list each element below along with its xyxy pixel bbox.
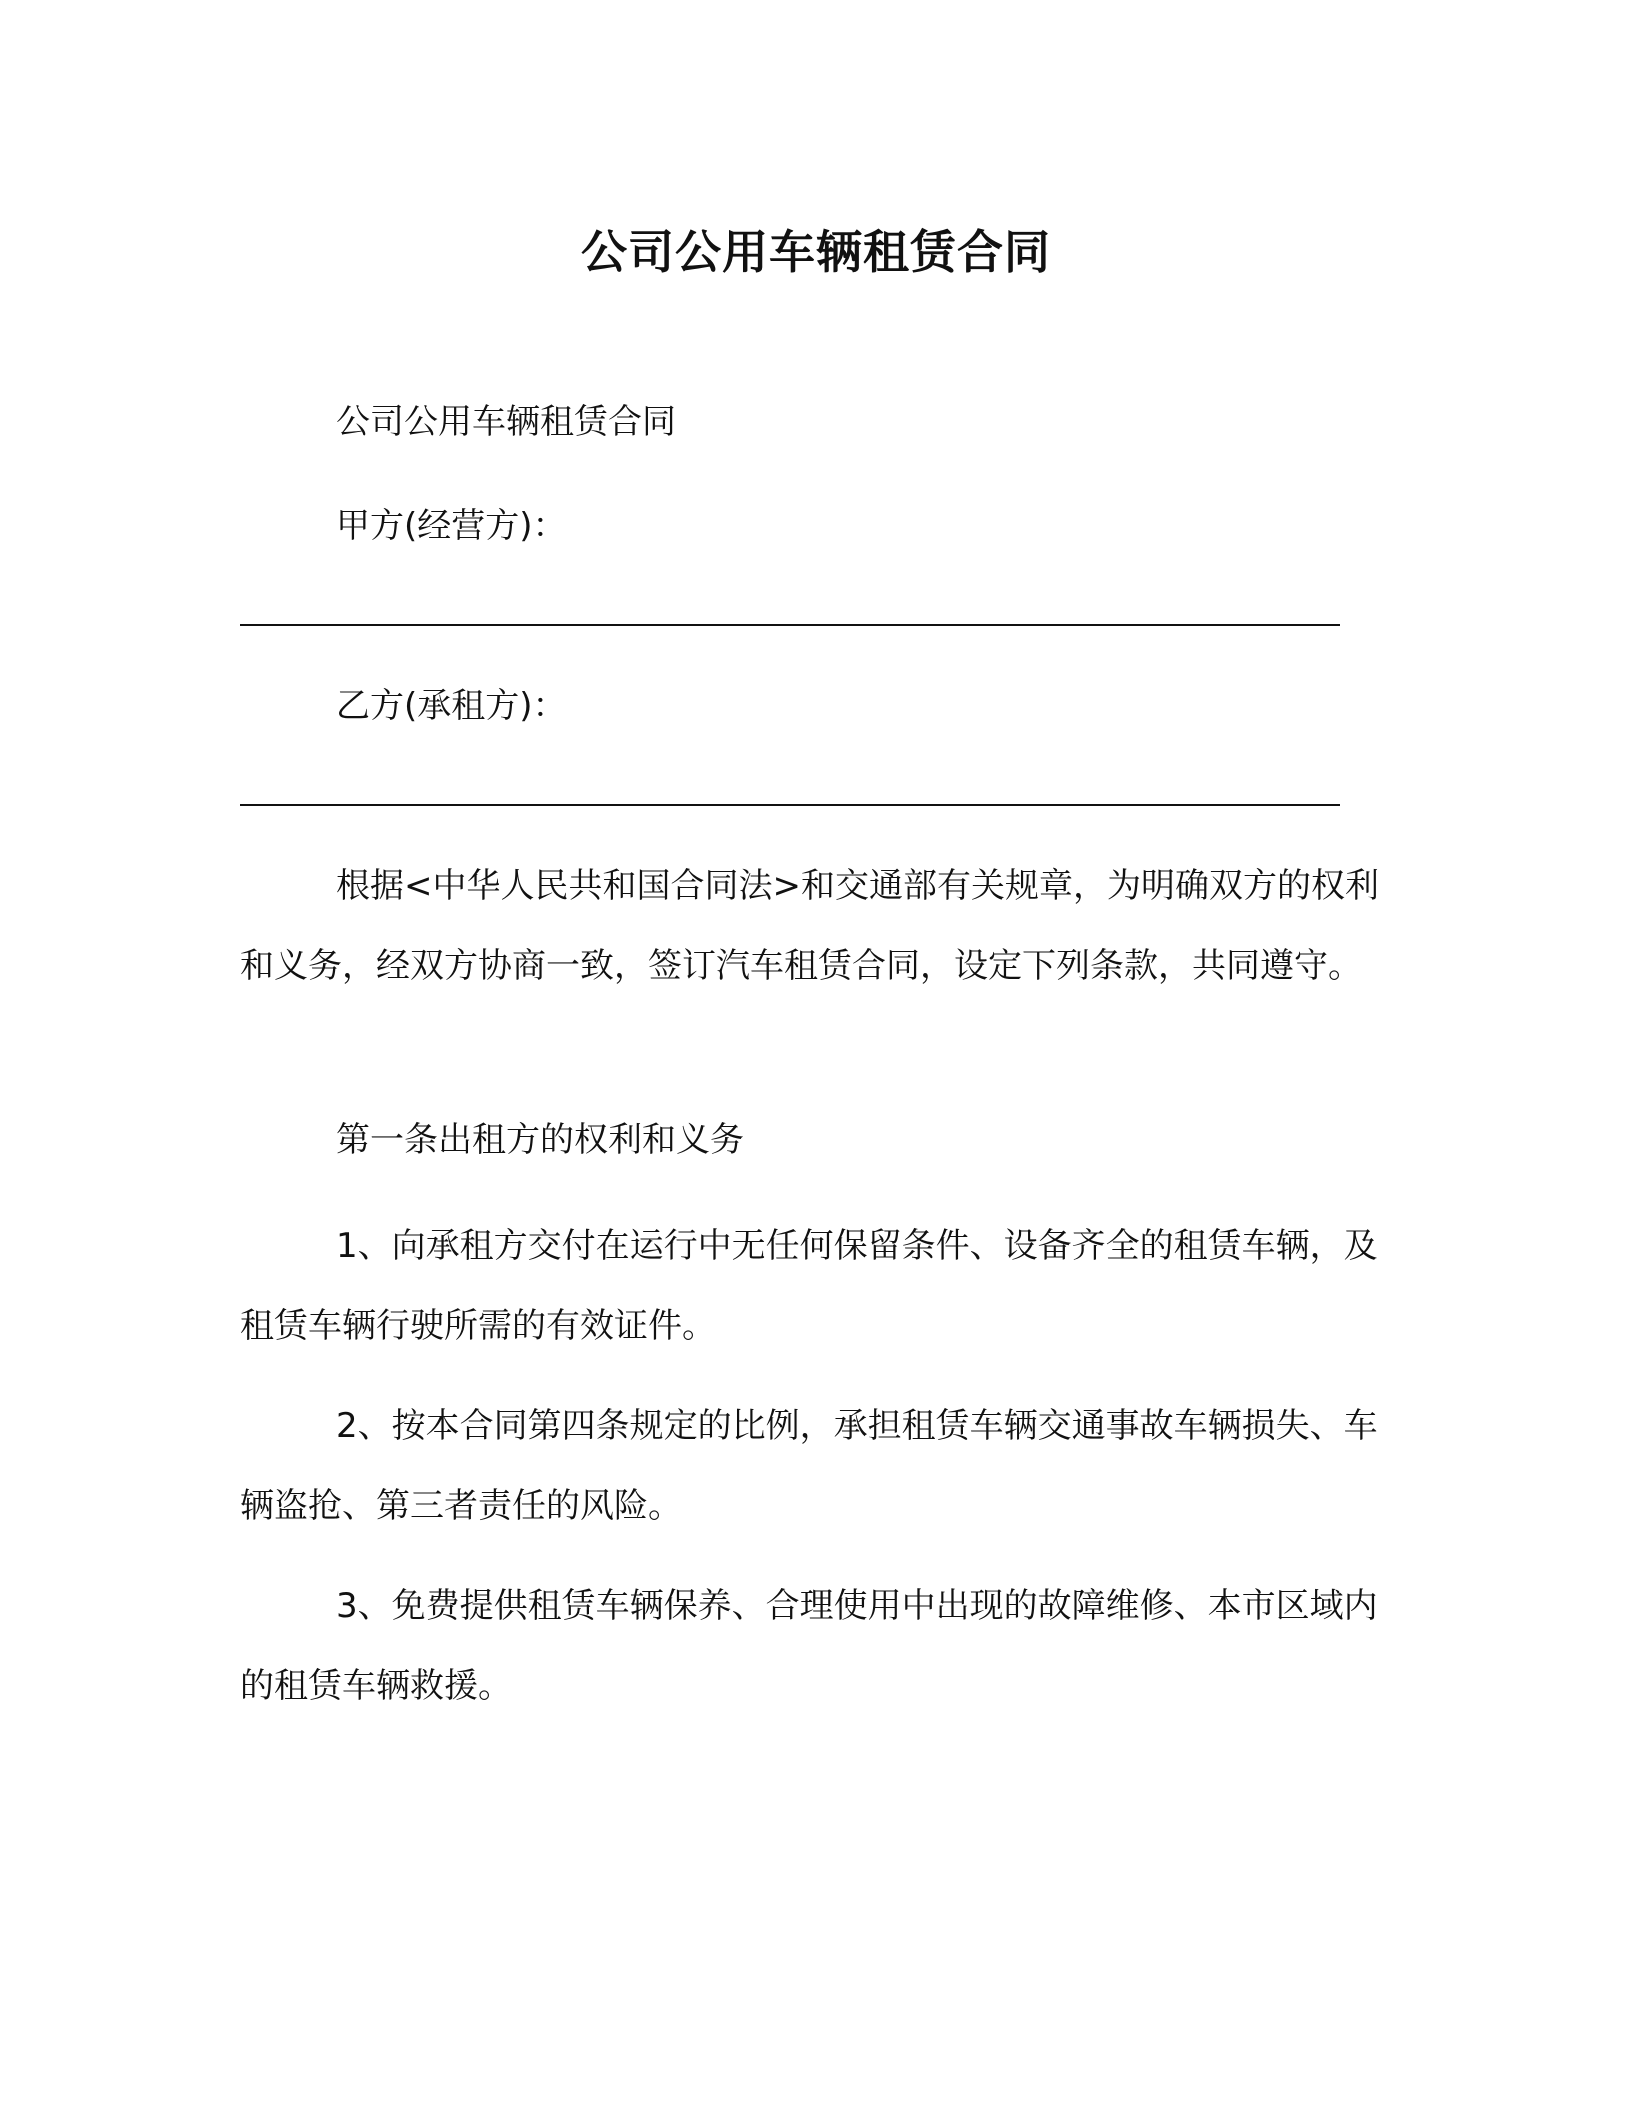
article-1-heading: 第一条出租方的权利和义务 — [336, 1120, 744, 1160]
clause-1-paragraph: 1、向承租方交付在运行中无任何保留条件、设备齐全的租赁车辆，及租赁车辆行驶所需的有效证件。 — [240, 1226, 1378, 1346]
preamble-paragraph: 根据<中华人民共和国合同法>和交通部有关规章，为明确双方的权利和义务，经双方协商一致，签订汽车租赁合同，设定下列条款，共同遵守。 — [240, 866, 1379, 986]
party-b-label: 乙方(承租方)： — [336, 686, 567, 726]
clause-2-paragraph: 2、按本合同第四条规定的比例，承担租赁车辆交通事故车辆损失、车辆盗抢、第三者责任的风险。 — [240, 1406, 1378, 1526]
document-title: 公司公用车辆租赁合同 — [581, 225, 1051, 279]
party-a-blank-line — [240, 624, 1340, 626]
clause-3-paragraph: 3、免费提供租赁车辆保养、合理使用中出现的故障维修、本市区域内的租赁车辆救援。 — [240, 1586, 1378, 1706]
party-a-label: 甲方(经营方)： — [336, 506, 567, 546]
party-b-blank-line — [240, 804, 1340, 806]
document-subtitle: 公司公用车辆租赁合同 — [336, 402, 676, 442]
